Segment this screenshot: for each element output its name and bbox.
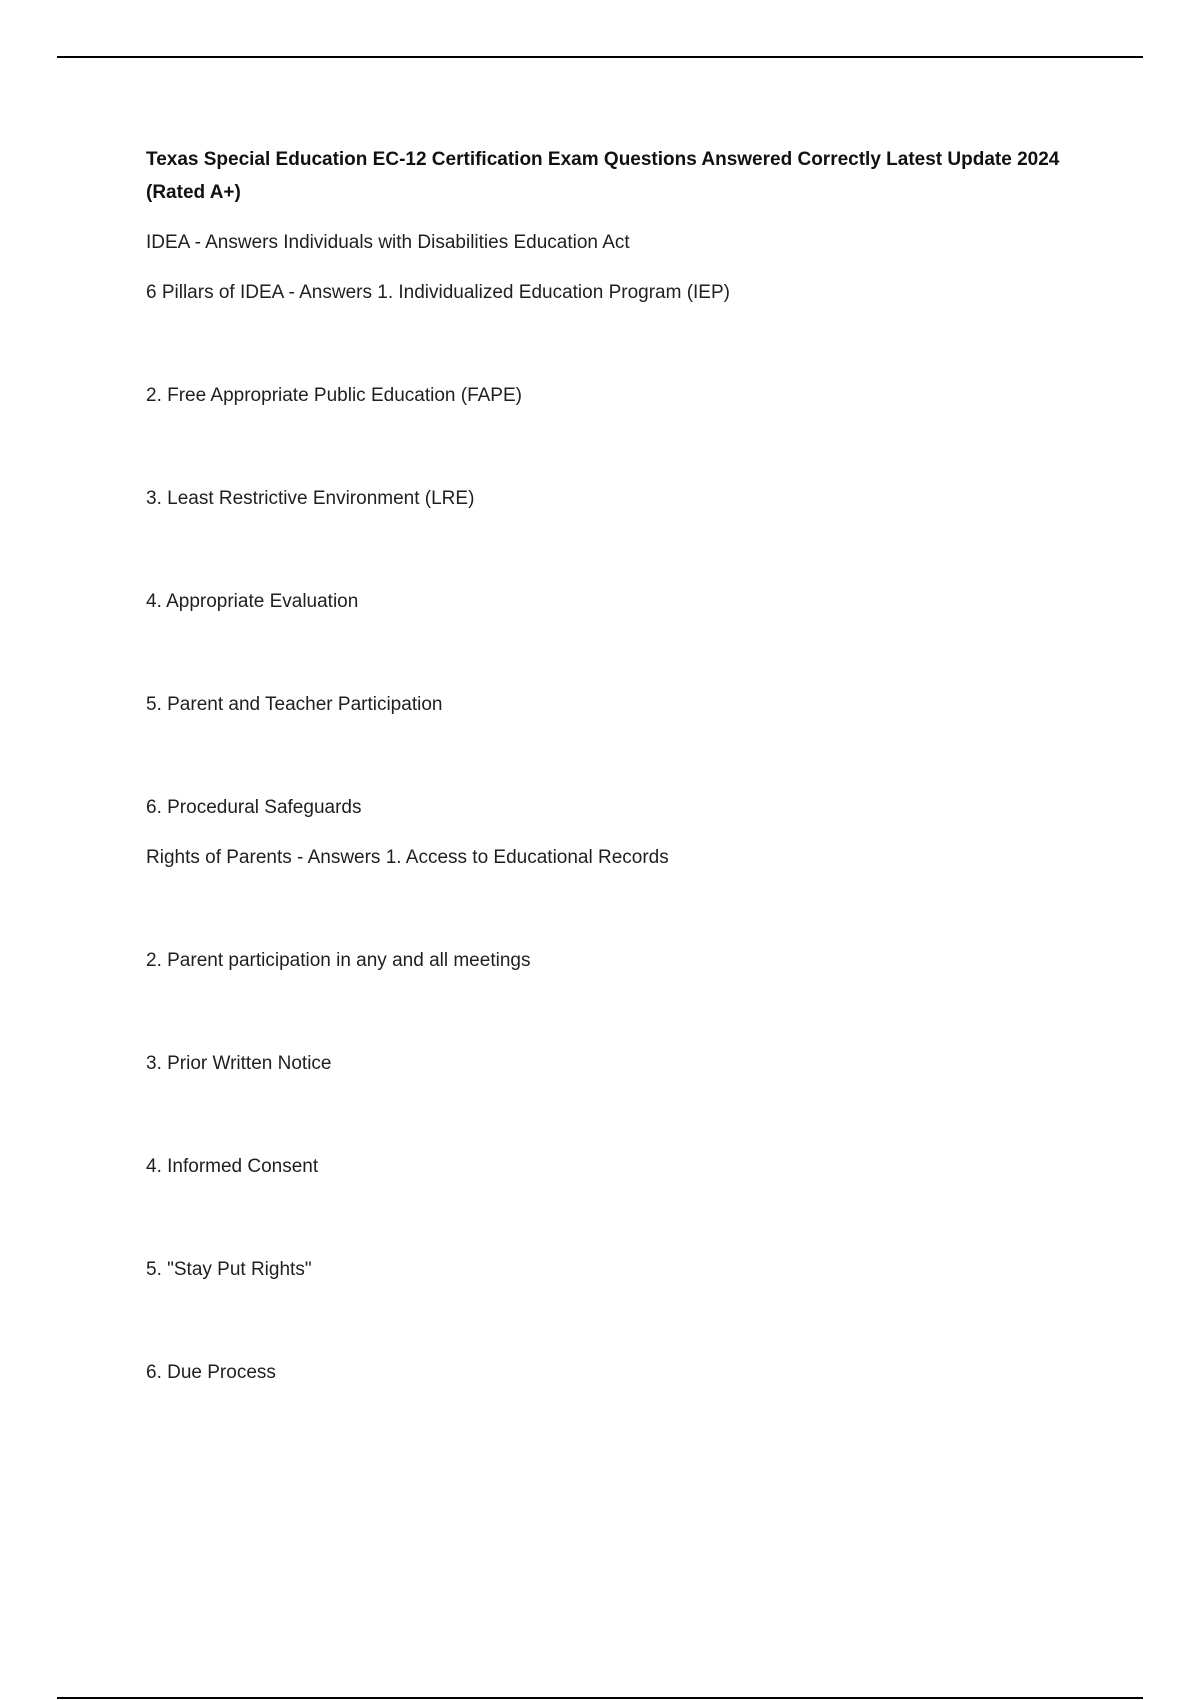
rights-item-6: 6. Due Process: [146, 1362, 276, 1383]
document-body: [146, 143, 1096, 1389]
entry-six-pillars: 6 Pillars of IDEA - Answers 1. Individualized Education Program (IEP): [146, 282, 730, 303]
pillar-item-5: 5. Parent and Teacher Participation: [146, 694, 443, 715]
top-rule: [57, 56, 1143, 58]
pillar-item-6: 6. Procedural Safeguards: [146, 797, 362, 818]
rights-item-4: 4. Informed Consent: [146, 1156, 319, 1177]
pillar-item-4: 4. Appropriate Evaluation: [146, 591, 359, 612]
pillar-item-2: 2. Free Appropriate Public Education (FAPE): [146, 385, 522, 406]
rights-item-5: 5. "Stay Put Rights": [146, 1259, 312, 1280]
entry-idea: IDEA - Answers Individuals with Disabilities Education Act: [146, 232, 630, 253]
entry-rights-of-parents: Rights of Parents - Answers 1. Access to Educational Records: [146, 847, 669, 868]
pillar-item-3: 3. Least Restrictive Environment (LRE): [146, 488, 475, 509]
bottom-rule: [57, 1697, 1143, 1699]
rights-item-2: 2. Parent participation in any and all meetings: [146, 950, 531, 971]
document-title: Texas Special Education EC-12 Certification Exam Questions Answered Correctly Latest Update 2024 (Rated A+): [146, 149, 1060, 203]
rights-item-3: 3. Prior Written Notice: [146, 1053, 332, 1074]
